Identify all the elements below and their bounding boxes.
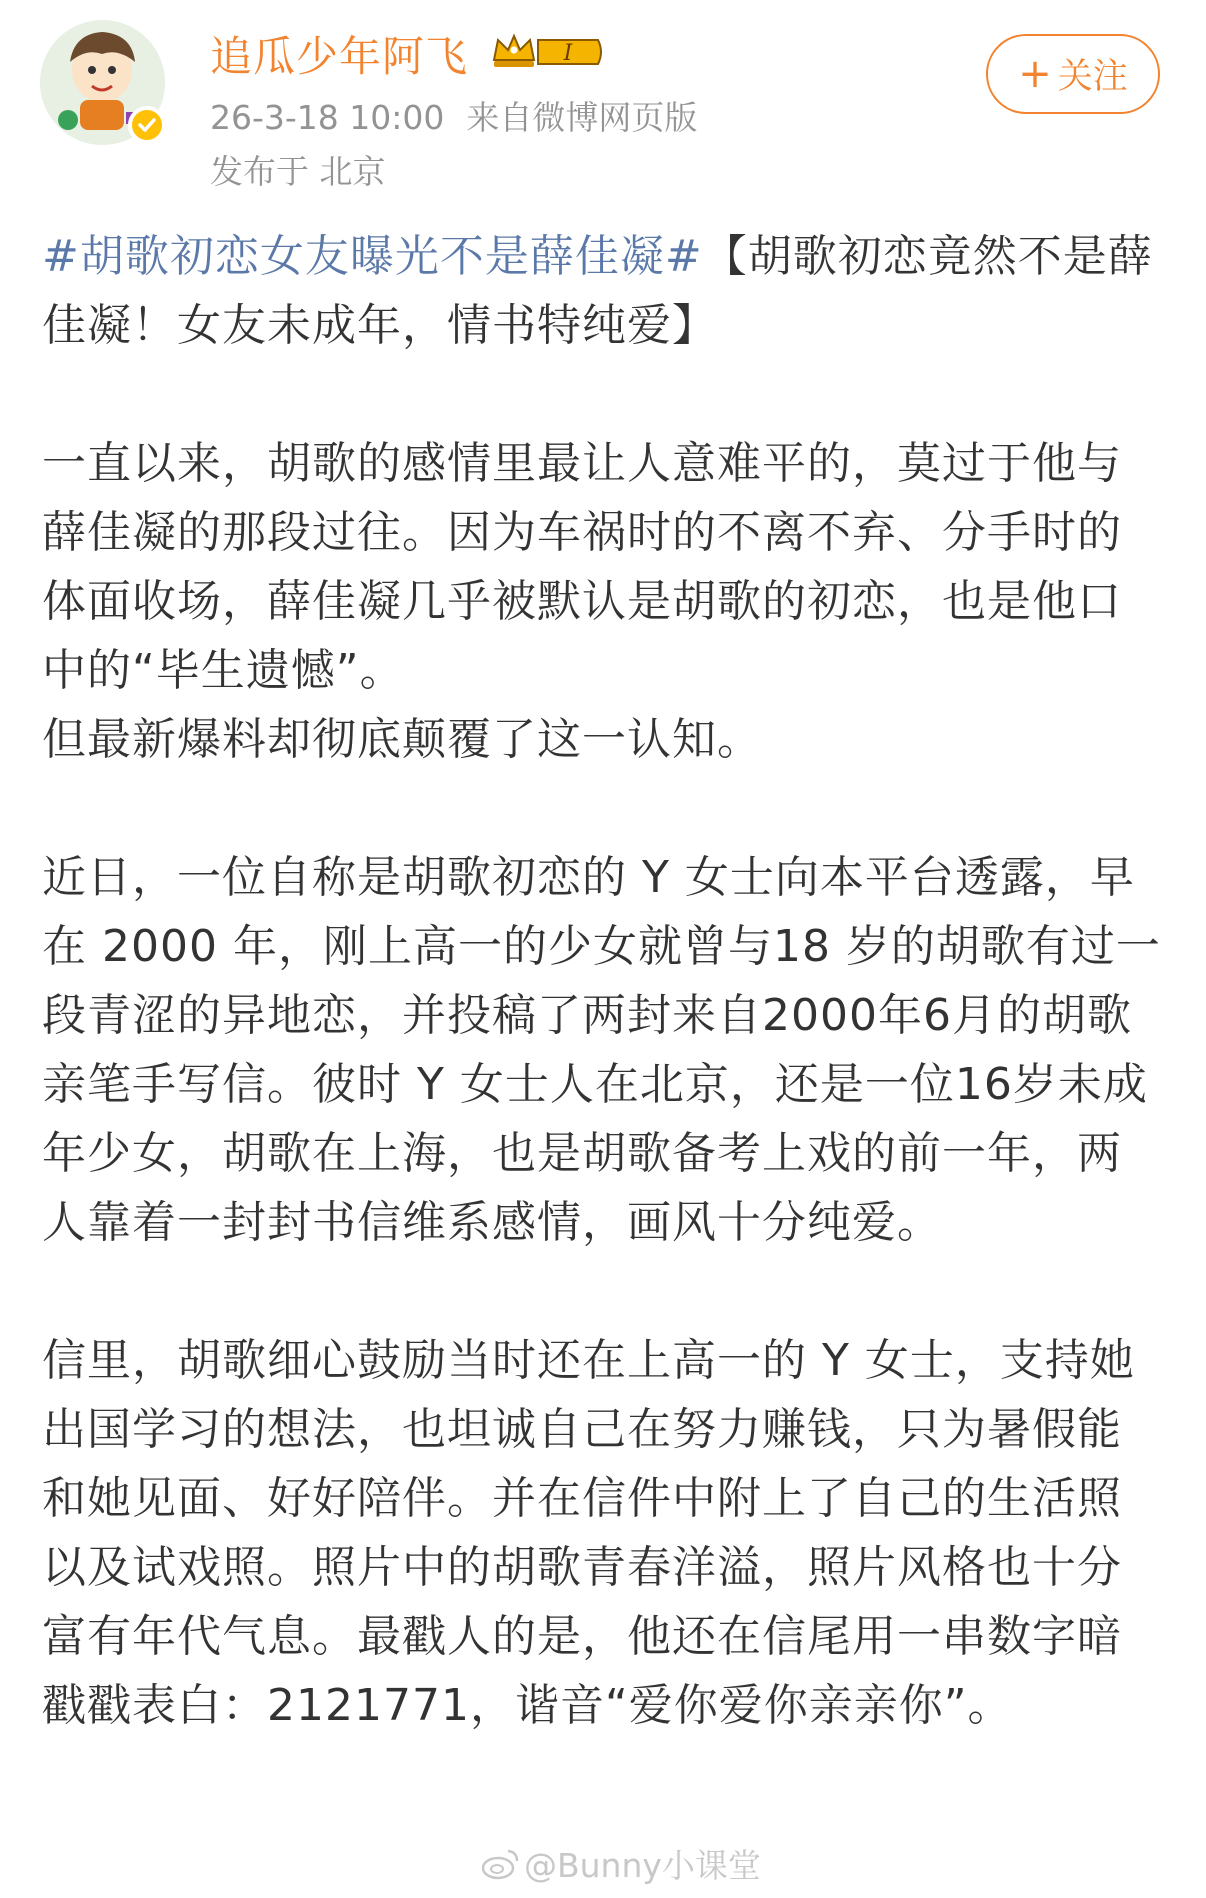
paragraph: 近日，一位自称是胡歌初恋的 Y 女士向本平台透露，早在 2000 年，刚上高一的少女就曾与18 岁的胡歌有过一段青涩的异地恋，并投稿了两封来自2000年6月的胡歌亲笔手写信。彼时 Y 女士人在北京，还是一位16岁未成年少女，胡歌在上海，也是胡歌备考上戏的前一年，两人靠着一封封书信维系感情，画风十分纯爱。 [42, 852, 1161, 1248]
weibo-logo-icon [480, 1847, 520, 1881]
verified-badge-icon [128, 106, 166, 144]
post-title-paragraph [42, 222, 1166, 360]
follow-button[interactable] [986, 34, 1160, 114]
author-name[interactable]: 追瓜少年阿飞 [210, 32, 469, 81]
post-timestamp[interactable]: 26-3-18 10:00 [210, 98, 445, 137]
post-location: 发布于 北京 [210, 152, 386, 191]
post-headline: 【胡歌初恋竟然不是薛佳凝！女友未成年，情书特纯爱】 [42, 231, 1153, 351]
paragraph: 但最新爆料却彻底颠覆了这一认知。 [42, 714, 762, 765]
plus-icon: + [1018, 51, 1052, 97]
post-body [42, 222, 1166, 1740]
follow-label: 关注 [1057, 57, 1128, 97]
watermark-text: @Bunny小课堂 [524, 1846, 761, 1885]
post-source[interactable]: 来自微博网页版 [466, 98, 698, 137]
post-meta [210, 92, 719, 139]
crown-level-icon[interactable] [490, 30, 606, 74]
hashtag-link[interactable]: #胡歌初恋女友曝光不是薛佳凝# [42, 231, 703, 282]
level-badge-text: I [563, 41, 573, 66]
paragraph: 信里，胡歌细心鼓励当时还在上高一的 Y 女士，支持她出国学习的想法，也坦诚自己在努力赚钱，只为暑假能和她见面、好好陪伴。并在信件中附上了自己的生活照以及试戏照。照片中的胡歌青春洋溢，照片风格也十分富有年代气息。最戳人的是，他还在信尾用一串数字暗戳戳表白：2121771，谐音“爱你爱你亲亲你”。 [42, 1335, 1135, 1731]
post-header [0, 0, 1206, 190]
watermark [480, 1840, 761, 1887]
paragraph: 一直以来，胡歌的感情里最让人意难平的，莫过于他与薛佳凝的那段过往。因为车祸时的不离不弃、分手时的体面收场，薛佳凝几乎被默认是胡歌的初恋，也是他口中的“毕生遗憾”。 [42, 438, 1122, 696]
